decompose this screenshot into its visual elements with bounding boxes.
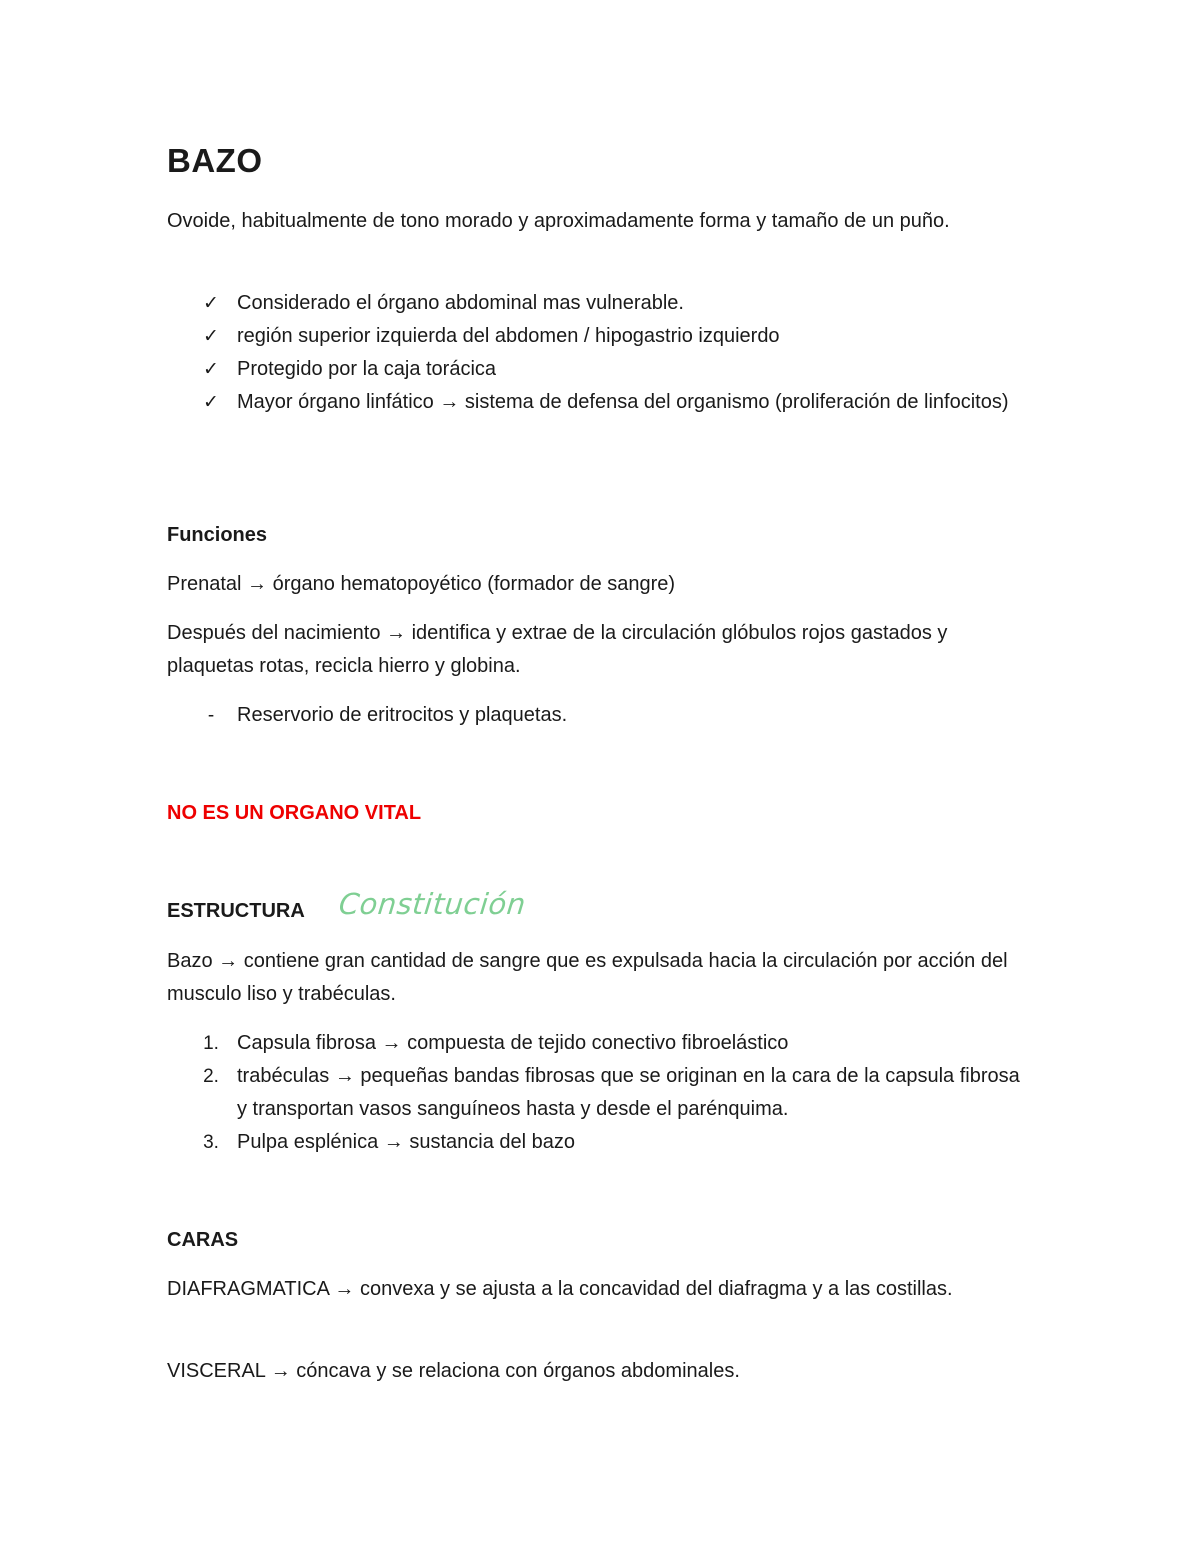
visceral-paragraph: VISCERAL → cóncava y se relaciona con órganos abdominales. bbox=[167, 1360, 740, 1382]
list-number: 2. bbox=[203, 1066, 219, 1087]
list-item bbox=[167, 699, 1027, 732]
list-item-text: Capsula fibrosa → compuesta de tejido conectivo fibroelástico bbox=[237, 1032, 789, 1054]
checkmark-icon: ✓ bbox=[203, 359, 219, 380]
check-list bbox=[167, 287, 1027, 419]
list-item-text: Considerado el órgano abdominal mas vulnerable. bbox=[237, 292, 684, 314]
document-page bbox=[167, 0, 1037, 1553]
section-heading-estructura: ESTRUCTURA bbox=[167, 900, 305, 922]
list-item bbox=[167, 386, 1027, 419]
section-heading-funciones: Funciones bbox=[167, 524, 268, 546]
estructura-paragraph: Bazo → contiene gran cantidad de sangre que es expulsada hacia la circulación por acción del musculo liso y trabéculas. bbox=[167, 950, 1008, 1005]
list-item bbox=[167, 1027, 1027, 1060]
checkmark-icon: ✓ bbox=[203, 293, 219, 314]
numbered-list bbox=[167, 1027, 1027, 1159]
alert-heading: NO ES UN ORGANO VITAL bbox=[167, 802, 422, 824]
list-item bbox=[167, 1060, 1027, 1126]
list-item bbox=[167, 1126, 1027, 1159]
checkmark-icon: ✓ bbox=[203, 326, 219, 347]
list-item-text: región superior izquierda del abdomen / hipogastrio izquierdo bbox=[237, 325, 780, 347]
diafragmatica-paragraph: DIAFRAGMATICA → convexa y se ajusta a la concavidad del diafragma y a las costillas. bbox=[167, 1278, 953, 1300]
list-number: 1. bbox=[203, 1033, 219, 1054]
section-heading-caras: CARAS bbox=[167, 1229, 239, 1251]
prenatal-paragraph: Prenatal → órgano hematopoyético (formador de sangre) bbox=[167, 573, 676, 595]
checkmark-icon: ✓ bbox=[203, 392, 219, 413]
handwritten-annotation: Constitución bbox=[337, 887, 528, 921]
list-item bbox=[167, 320, 1027, 353]
despues-paragraph: Después del nacimiento → identifica y extrae de la circulación glóbulos rojos gastados y plaquetas rotas, recicla hierro y globina. bbox=[167, 622, 948, 677]
list-item-text: Pulpa esplénica → sustancia del bazo bbox=[237, 1131, 575, 1153]
list-item bbox=[167, 353, 1027, 386]
page-title: BAZO bbox=[167, 142, 263, 179]
list-number: 3. bbox=[203, 1132, 219, 1153]
list-item-text: trabéculas → pequeñas bandas fibrosas que se originan en la cara de la capsula fibrosa y transportan vasos sanguíneos hasta y desde el parénquima. bbox=[237, 1065, 1020, 1120]
list-item-text: Protegido por la caja torácica bbox=[237, 358, 497, 380]
intro-paragraph: Ovoide, habitualmente de tono morado y aproximadamente forma y tamaño de un puño. bbox=[167, 210, 950, 232]
list-item bbox=[167, 287, 1027, 320]
dash-list bbox=[167, 699, 1027, 732]
list-item-text: Mayor órgano linfático → sistema de defensa del organismo (proliferación de linfocitos) bbox=[237, 391, 1009, 413]
list-item-text: Reservorio de eritrocitos y plaquetas. bbox=[237, 704, 568, 726]
dash-icon: - bbox=[207, 705, 215, 726]
estructura-heading-row bbox=[167, 887, 1027, 935]
